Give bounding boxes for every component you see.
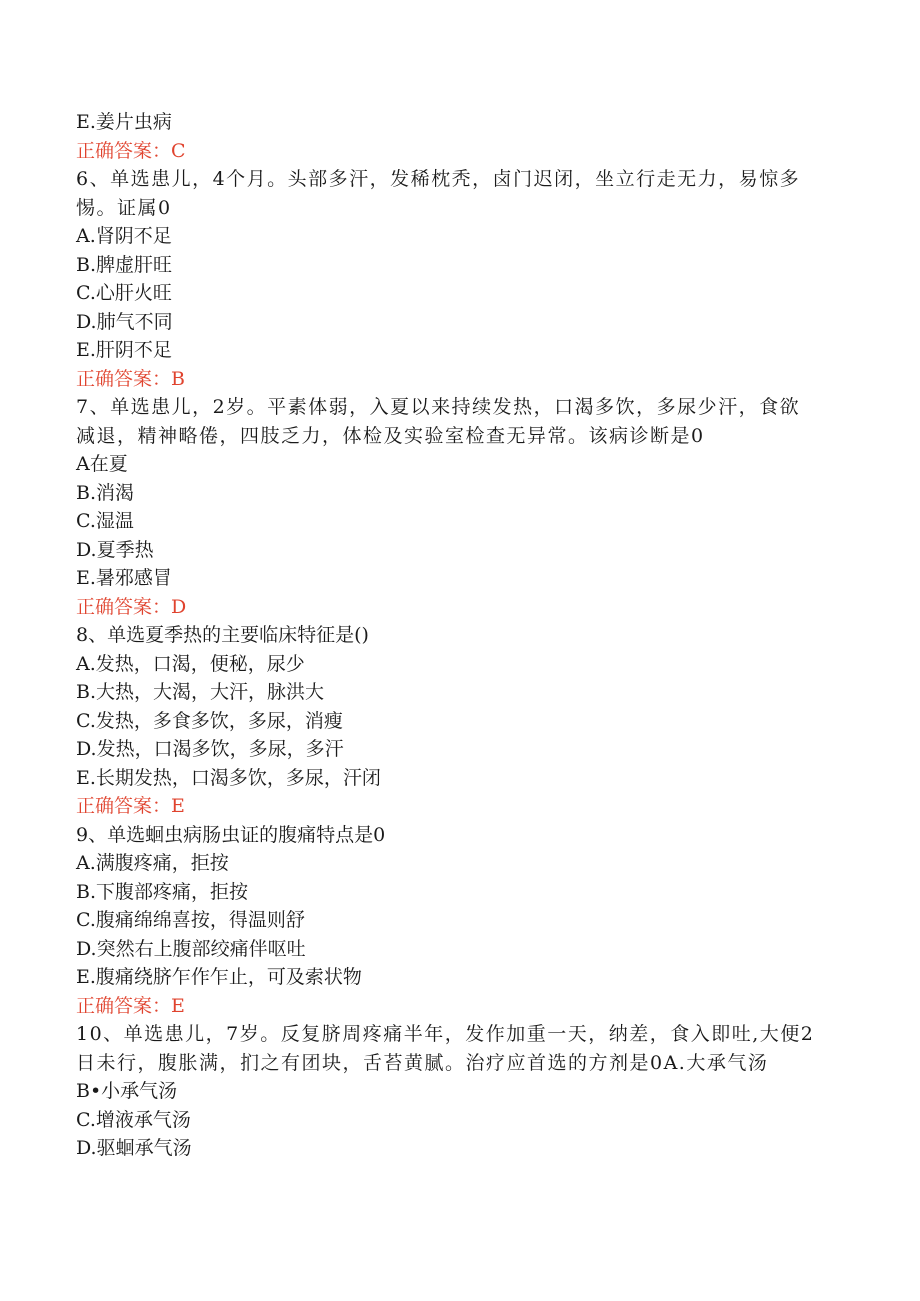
question-9-stem: 9、单选蛔虫病肠虫证的腹痛特点是0 xyxy=(76,823,386,846)
exam-page xyxy=(76,108,836,1163)
answer-value: C xyxy=(171,139,186,162)
answer-q9 xyxy=(76,992,836,1021)
answer-value: E xyxy=(171,795,185,817)
option-q7-d: D.夏季热 xyxy=(76,538,154,561)
question-8-stem: 8、单选夏季热的主要临床特征是() xyxy=(76,624,369,646)
option-q9-c: C.腹痛绵绵喜按，得温则舒 xyxy=(76,909,305,931)
answer-value: B xyxy=(171,367,185,390)
option-q8-c: C.发热，多食多饮，多尿，消瘦 xyxy=(76,709,343,732)
option-q6-d: D.肺气不同 xyxy=(76,310,173,333)
answer-label: 正确答案： xyxy=(76,139,172,162)
option-q5-e: E.姜片虫病 xyxy=(76,111,172,133)
option-q10-b: B•小承气汤 xyxy=(76,1080,178,1102)
option-q8-a: A.发热，口渴，便秘，尿少 xyxy=(76,652,305,675)
option-q9-a: A.满腹疼痛，拒按 xyxy=(76,852,229,874)
option-q8-e: E.长期发热，口渴多饮，多尿，汗闭 xyxy=(76,766,381,789)
option-q7-c: C.湿温 xyxy=(76,510,134,532)
answer-q8 xyxy=(76,792,836,821)
answer-value: D xyxy=(171,595,187,618)
option-q9-d: D.突然右上腹部绞痛伴呕吐 xyxy=(76,937,306,960)
option-q8-b: B.大热，大渴，大汗，脉洪大 xyxy=(76,681,325,703)
option-q7-b: B.消渴 xyxy=(76,481,135,504)
answer-q5 xyxy=(76,137,836,166)
option-q10-d: D.驱蛔承气汤 xyxy=(76,1137,192,1159)
question-7-stem: 7、单选患儿，2岁。平素体弱，入夏以来持续发热，口渴多饮，多尿少汗，食欲减退，精神略倦，四肢乏力，体检及实验室检查无异常。该病诊断是0 xyxy=(76,396,801,447)
option-q10-c: C.增液承气汤 xyxy=(76,1108,191,1131)
answer-label: 正确答案： xyxy=(76,595,172,618)
option-q6-b: B.脾虚肝旺 xyxy=(76,253,173,276)
option-q7-e: E.暑邪感冒 xyxy=(76,567,172,589)
option-q6-a: A.肾阴不足 xyxy=(76,225,172,247)
option-q6-c: C.心肝火旺 xyxy=(76,282,172,304)
answer-label: 正确答案： xyxy=(76,367,172,390)
option-q8-d: D.发热，口渴多饮，多尿，多汗 xyxy=(76,738,344,760)
option-q9-b: B.下腹部疼痛，拒按 xyxy=(76,880,249,903)
answer-label: 正确答案： xyxy=(76,994,172,1017)
option-q9-e: E.腹痛绕脐乍作乍止，可及索状物 xyxy=(76,966,362,988)
option-q6-e: E.肝阴不足 xyxy=(76,339,172,361)
option-q7-a: A在夏 xyxy=(76,453,128,475)
answer-label: 正确答案： xyxy=(76,795,172,817)
question-10-stem: 10、单选患儿，7岁。反复脐周疼痛半年，发作加重一天，纳差，食入即吐,大便2日未行，腹胀满，扪之有团块，舌苔黄腻。治疗应首选的方剂是0A.大承气汤 xyxy=(76,1023,815,1074)
answer-q7 xyxy=(76,593,836,622)
question-6-stem: 6、单选患儿，4个月。头部多汗，发稀枕秃，卤门迟闭，坐立行走无力，易惊多惕。证属0 xyxy=(76,168,801,219)
answer-q6 xyxy=(76,365,836,394)
answer-value: E xyxy=(171,994,185,1017)
